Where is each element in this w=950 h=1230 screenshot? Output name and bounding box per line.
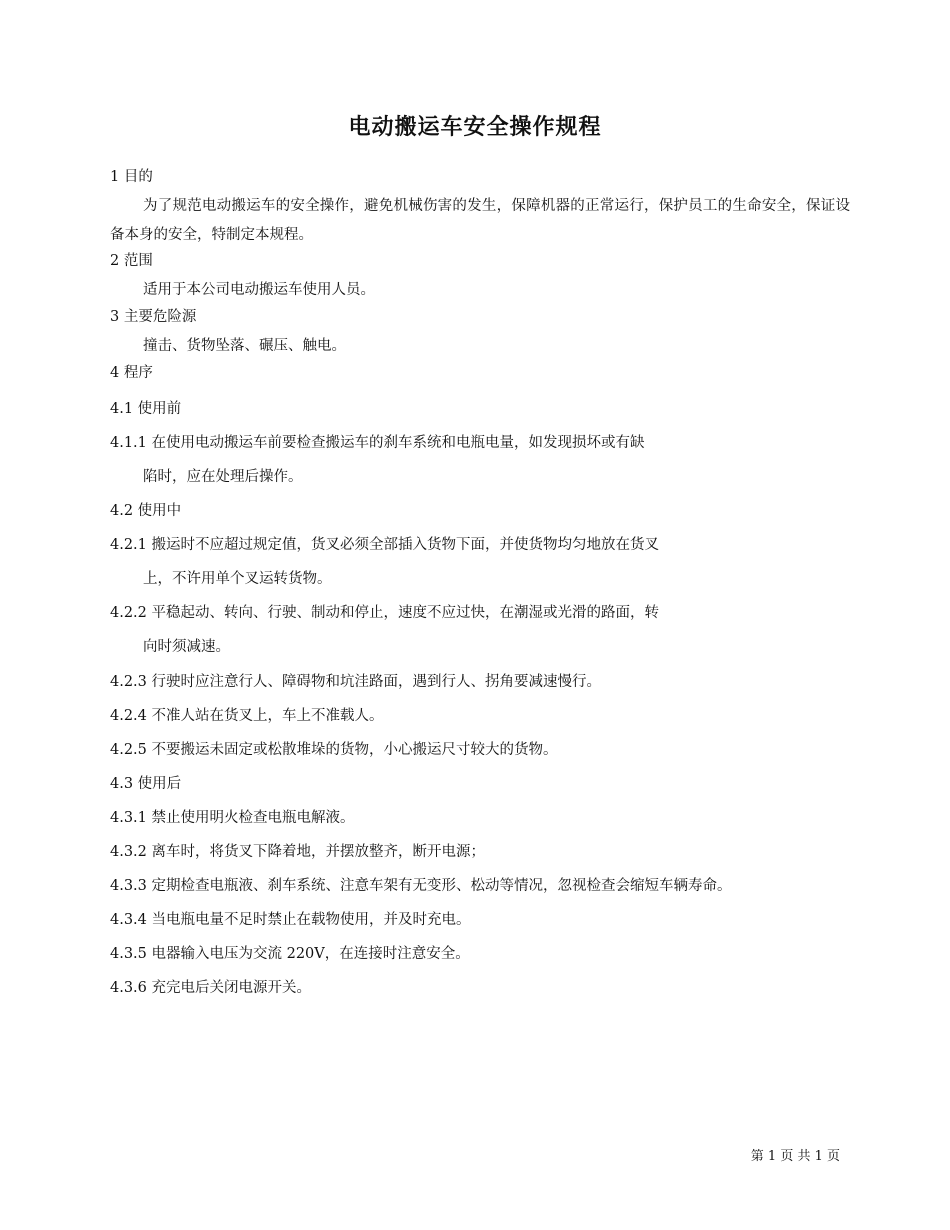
- item-4-2-1-line2: 上，不许用单个叉运转货物。: [143, 571, 332, 587]
- section-body-purpose: 为了规范电动搬运车的安全操作，避免机械伤害的发生，保障机器的正常运行，保护员工的生命安全，保证设备本身的安全，特制定本规程。: [110, 198, 850, 243]
- section-body-scope: 适用于本公司电动搬运车使用人员。: [143, 282, 375, 298]
- item-4-3-5: 4.3.5 电器输入电压为交流 220V，在连接时注意安全。: [110, 946, 470, 962]
- item-4-2-2-line1: 4.2.2 平稳起动、转向、行驶、制动和停止，速度不应过快，在潮湿或光滑的路面，转: [110, 605, 660, 621]
- item-4-2-4: 4.2.4 不准人站在货叉上，车上不准载人。: [110, 708, 384, 724]
- item-4-3-2: 4.3.2 离车时，将货叉下降着地，并摆放整齐，断开电源；: [110, 844, 486, 860]
- section-body-hazards: 撞击、货物坠落、碾压、触电。: [143, 338, 346, 354]
- item-4-1-1-line1: 4.1.1 在使用电动搬运车前要检查搬运车的刹车系统和电瓶电量，如发现损坏或有缺: [110, 435, 645, 451]
- item-4-3-3: 4.3.3 定期检查电瓶液、刹车系统、注意车架有无变形、松动等情况，忽视检查会缩短车辆寿命。: [110, 878, 732, 894]
- item-4-2-1-line1: 4.2.1 搬运时不应超过规定值，货叉必须全部插入货物下面，并使货物均匀地放在货叉: [110, 537, 660, 553]
- item-4-2-2-line2: 向时须减速。: [143, 639, 230, 655]
- item-4-3-1: 4.3.1 禁止使用明火检查电瓶电解液。: [110, 810, 355, 826]
- item-4-1-1-line2: 陷时，应在处理后操作。: [143, 469, 303, 485]
- item-4-1: 4.1 使用前: [110, 401, 182, 417]
- section-heading-hazards: 3 主要危险源: [110, 309, 197, 325]
- item-4-2-3: 4.2.3 行驶时应注意行人、障碍物和坑洼路面，遇到行人、拐角要减速慢行。: [110, 674, 602, 690]
- document-title: 电动搬运车安全操作规程: [348, 115, 602, 140]
- section-heading-purpose: 1 目的: [110, 169, 153, 185]
- item-4-3-6: 4.3.6 充完电后关闭电源开关。: [110, 980, 312, 996]
- item-4-3: 4.3 使用后: [110, 776, 182, 792]
- section-heading-procedure: 4 程序: [110, 365, 153, 381]
- item-4-3-4: 4.3.4 当电瓶电量不足时禁止在载物使用，并及时充电。: [110, 912, 471, 928]
- item-4-2-5: 4.2.5 不要搬运未固定或松散堆垛的货物，小心搬运尺寸较大的货物。: [110, 742, 558, 758]
- item-4-2: 4.2 使用中: [110, 503, 182, 519]
- section-heading-scope: 2 范围: [110, 253, 153, 269]
- page-number-footer: 第 1 页 共 1 页: [750, 1149, 840, 1164]
